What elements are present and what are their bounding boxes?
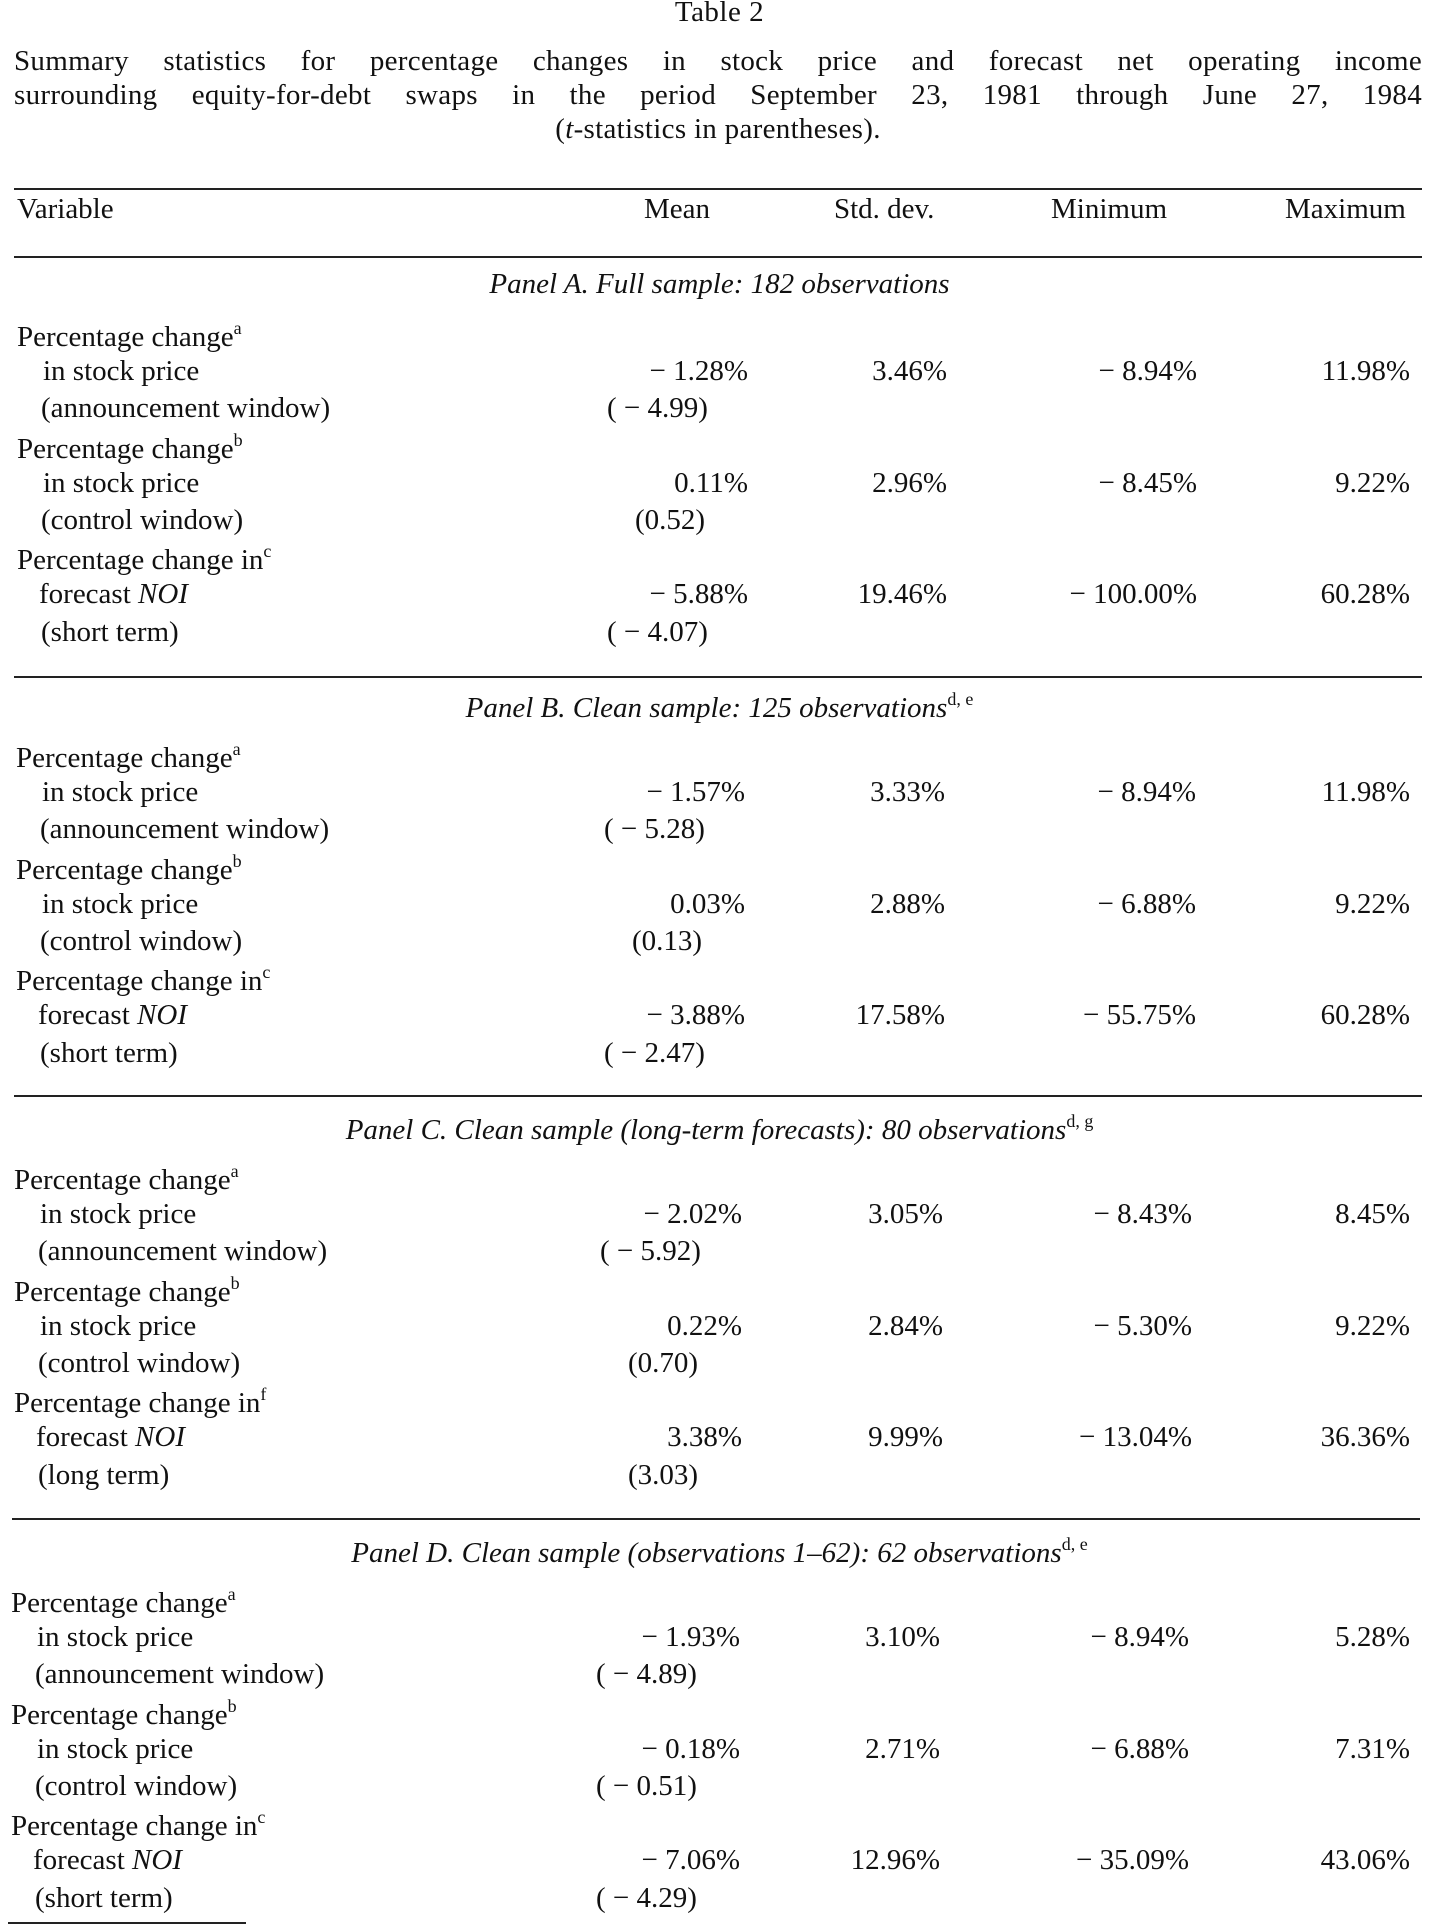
variable-label-line3: (control window)	[35, 1770, 238, 1802]
variable-label-line3: (announcement window)	[41, 392, 331, 425]
table-label: Table 2	[674, 0, 765, 28]
maximum-value: 60.28%	[1320, 999, 1410, 1032]
std-dev-value: 2.84%	[868, 1309, 943, 1342]
maximum-value: 43.06%	[1320, 1844, 1410, 1877]
col-header-max: Maximum	[1285, 193, 1406, 225]
variable-label-line1	[16, 851, 242, 887]
std-dev-value: 3.10%	[865, 1621, 940, 1654]
t-statistic: ( − 5.92)	[600, 1235, 701, 1268]
t-statistic: ( − 4.89)	[596, 1658, 697, 1691]
minimum-value: − 8.94%	[1090, 1621, 1189, 1654]
variable-label-line1	[14, 1161, 239, 1197]
variable-label-text: Percentage change	[16, 742, 233, 774]
variable-label-text: Percentage change	[11, 1587, 228, 1619]
panel-title	[0, 689, 1439, 725]
maximum-value: 8.45%	[1335, 1198, 1410, 1231]
variable-label-line3: (announcement window)	[40, 813, 330, 846]
minimum-value: − 35.09%	[1075, 1844, 1189, 1877]
panel-title	[0, 1111, 1439, 1147]
variable-label-line1	[17, 318, 242, 354]
std-dev-value: 19.46%	[857, 578, 947, 611]
col-header-mean: Mean	[644, 193, 711, 225]
maximum-value: 5.28%	[1335, 1621, 1410, 1654]
noi-word: NOI	[138, 578, 188, 611]
forecast-word: forecast	[39, 578, 139, 611]
t-symbol: t	[565, 113, 574, 145]
panel-title-footnote: d, e	[947, 689, 974, 709]
footnote-marker: a	[232, 739, 241, 759]
variable-label-text: Percentage change in	[17, 544, 264, 577]
t-statistic: ( − 2.47)	[604, 1036, 705, 1069]
t-statistic: ( − 5.28)	[604, 813, 705, 846]
minimum-value: − 8.94%	[1097, 776, 1196, 809]
variable-label-line3: (short term)	[41, 615, 179, 648]
footnote-marker: f	[260, 1384, 267, 1405]
mean-value: − 2.02%	[643, 1198, 742, 1231]
variable-label-line3: (control window)	[38, 1347, 241, 1379]
minimum-value: − 13.04%	[1078, 1421, 1192, 1454]
std-dev-value: 9.99%	[868, 1421, 943, 1454]
std-dev-value: 3.46%	[872, 355, 947, 388]
panel-title	[0, 1534, 1439, 1570]
panel-title-footnote: d, g	[1066, 1111, 1094, 1131]
std-dev-value: 3.33%	[870, 776, 945, 809]
maximum-value: 11.98%	[1321, 776, 1410, 809]
minimum-value: − 8.43%	[1093, 1198, 1192, 1231]
panel-title-text: Panel B. Clean sample: 125 observations	[465, 692, 948, 724]
noi-word: NOI	[132, 1844, 182, 1877]
variable-label-line3: (control window)	[40, 925, 243, 957]
footnote-marker: a	[233, 318, 242, 338]
variable-label-line3: (announcement window)	[38, 1235, 328, 1268]
variable-label-line3: (short term)	[35, 1881, 173, 1914]
std-dev-value: 2.88%	[870, 887, 945, 920]
t-statistic: ( − 4.07)	[607, 615, 708, 648]
variable-label-line2: in stock price	[43, 355, 200, 388]
footnote-marker: c	[257, 1807, 266, 1828]
panel-separator-rule	[14, 1095, 1422, 1097]
mean-value: − 5.88%	[649, 578, 748, 611]
minimum-value: − 8.45%	[1098, 466, 1197, 499]
table-caption	[14, 44, 1422, 146]
footnote-marker: a	[230, 1161, 239, 1181]
maximum-value: 11.98%	[1321, 355, 1410, 388]
maximum-value: 36.36%	[1320, 1421, 1410, 1454]
maximum-value: 9.22%	[1335, 1309, 1410, 1342]
variable-label-text: Percentage change	[17, 321, 234, 353]
minimum-value: − 6.88%	[1090, 1732, 1189, 1765]
mean-value: − 1.57%	[646, 776, 745, 809]
mean-value: 0.11%	[674, 466, 748, 499]
variable-label-line1	[17, 541, 271, 577]
std-dev-value: 12.96%	[850, 1844, 940, 1877]
t-statistic: (0.13)	[632, 925, 703, 957]
maximum-value: 60.28%	[1320, 578, 1410, 611]
mean-value: 0.22%	[667, 1309, 742, 1342]
std-dev-value: 2.96%	[872, 466, 947, 499]
forecast-word: forecast	[36, 1421, 136, 1454]
variable-label-line2: in stock price	[43, 466, 200, 499]
minimum-value: − 5.30%	[1093, 1309, 1192, 1342]
variable-label-line2	[36, 1421, 185, 1454]
mean-value: − 3.88%	[646, 999, 745, 1032]
variable-label-line2: in stock price	[37, 1732, 194, 1765]
variable-label-text: Percentage change in	[11, 1810, 258, 1843]
noi-word: NOI	[135, 1421, 185, 1454]
variable-label-line3: (short term)	[40, 1036, 178, 1069]
mean-value: 3.38%	[667, 1421, 742, 1454]
panel-title-text: Panel D. Clean sample (observations 1–62): 62 observations	[351, 1537, 1062, 1569]
variable-label-text: Percentage change in	[14, 1387, 261, 1420]
footnote-marker: b	[233, 429, 243, 450]
variable-label-line2: in stock price	[42, 887, 199, 920]
footnote-marker: c	[263, 541, 272, 562]
variable-label-text: Percentage change in	[16, 965, 263, 998]
col-header-std: Std. dev.	[834, 193, 935, 225]
variable-label-line1	[11, 1696, 237, 1732]
minimum-value: − 6.88%	[1097, 887, 1196, 920]
variable-label-line3: (long term)	[38, 1458, 170, 1491]
variable-label-line1	[11, 1584, 236, 1620]
t-statistic: ( − 4.99)	[607, 392, 708, 425]
variable-label-text: Percentage change	[17, 432, 234, 465]
header-rule	[14, 256, 1422, 258]
panel-separator-rule	[8, 1922, 246, 1924]
variable-label-line1	[14, 1273, 240, 1309]
panel-title-footnote: d, e	[1061, 1534, 1088, 1554]
mean-value: − 7.06%	[641, 1844, 740, 1877]
variable-label-line2	[39, 578, 188, 611]
std-dev-value: 3.05%	[868, 1198, 943, 1231]
caption-line-2: surrounding equity-for-debt swaps in the period September 23, 1981 through June 27, 1984	[14, 79, 1422, 111]
noi-word: NOI	[137, 999, 187, 1032]
variable-label-line3: (control window)	[41, 504, 244, 536]
std-dev-value: 17.58%	[855, 999, 945, 1032]
variable-label-line3: (announcement window)	[35, 1658, 325, 1691]
variable-label-text: Percentage change	[14, 1164, 231, 1196]
top-rule	[14, 188, 1422, 190]
minimum-value: − 100.00%	[1069, 578, 1197, 611]
variable-label-text: Percentage change	[16, 853, 233, 886]
mean-value: 0.03%	[670, 887, 745, 920]
minimum-value: − 8.94%	[1098, 355, 1197, 388]
maximum-value: 7.31%	[1335, 1732, 1410, 1765]
t-statistic: (0.70)	[628, 1347, 699, 1379]
std-dev-value: 2.71%	[865, 1732, 940, 1765]
footnote-marker: c	[262, 962, 271, 983]
panel-separator-rule	[12, 1518, 1420, 1520]
footnote-marker: a	[227, 1584, 236, 1604]
footnote-marker: b	[227, 1695, 237, 1716]
variable-label-line2	[38, 999, 187, 1032]
caption-line-1: Summary statistics for percentage changes in stock price and forecast net operating income	[14, 45, 1422, 77]
variable-label-line1	[17, 430, 243, 466]
forecast-word: forecast	[38, 999, 138, 1032]
panel-title	[0, 268, 1439, 301]
caption-line-3: (t-statistics in parentheses).	[555, 113, 881, 145]
col-header-variable: Variable	[17, 193, 114, 225]
variable-label-line1	[16, 739, 241, 775]
variable-label-line1	[14, 1384, 266, 1420]
panel-separator-rule	[14, 676, 1422, 678]
footnote-marker: b	[232, 850, 242, 871]
maximum-value: 9.22%	[1335, 887, 1410, 920]
caption-line-3-rest: -statistics in parentheses).	[573, 113, 881, 145]
variable-label-line2: in stock price	[40, 1198, 197, 1231]
col-header-min: Minimum	[1051, 193, 1168, 225]
panel-title-text: Panel A. Full sample: 182 observations	[489, 268, 950, 300]
mean-value: − 1.28%	[649, 355, 748, 388]
footnote-marker: b	[230, 1272, 240, 1293]
variable-label-line2: in stock price	[42, 776, 199, 809]
mean-value: − 1.93%	[641, 1621, 740, 1654]
minimum-value: − 55.75%	[1082, 999, 1196, 1032]
variable-label-line2: in stock price	[40, 1309, 197, 1342]
t-statistic: ( − 4.29)	[596, 1881, 697, 1914]
t-statistic: ( − 0.51)	[596, 1770, 697, 1802]
t-statistic: (0.52)	[635, 504, 706, 536]
variable-label-line2	[33, 1844, 182, 1877]
maximum-value: 9.22%	[1335, 466, 1410, 499]
variable-label-line1	[16, 962, 270, 998]
panel-title-text: Panel C. Clean sample (long-term forecasts): 80 observations	[345, 1114, 1067, 1146]
forecast-word: forecast	[33, 1844, 133, 1877]
mean-value: − 0.18%	[641, 1732, 740, 1765]
variable-label-line2: in stock price	[37, 1621, 194, 1654]
variable-label-text: Percentage change	[14, 1275, 231, 1308]
variable-label-line1	[11, 1807, 265, 1843]
variable-label-text: Percentage change	[11, 1698, 228, 1731]
t-statistic: (3.03)	[628, 1458, 699, 1491]
